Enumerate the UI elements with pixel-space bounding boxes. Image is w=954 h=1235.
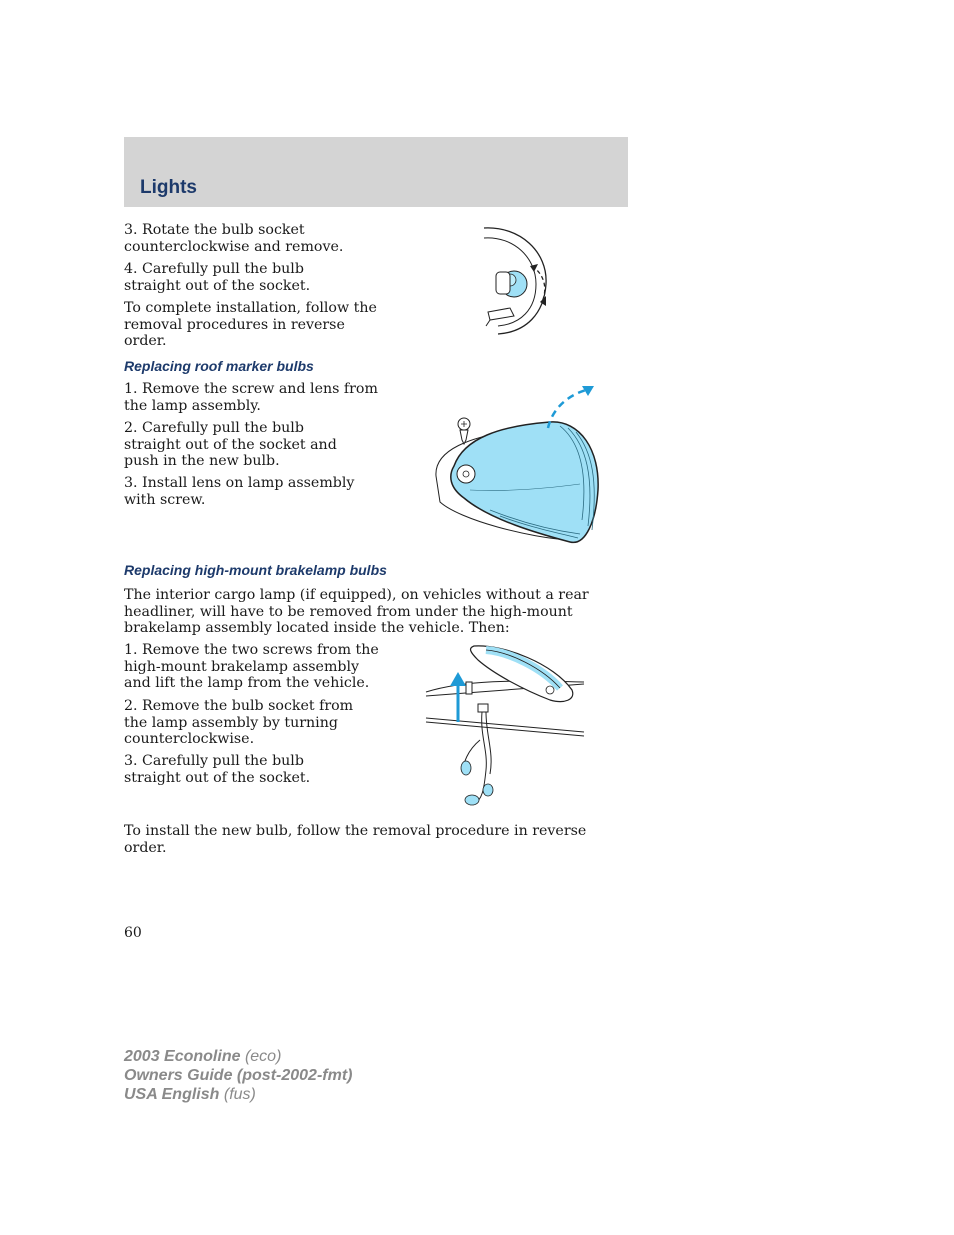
step-text: 4. Carefully pull the bulb straight out of the socket.: [124, 261, 311, 294]
section-header-band: [124, 137, 628, 207]
step-text: To complete installation, follow the removal procedures in reverse order.: [124, 300, 377, 349]
roof-marker-lamp-illustration: [430, 380, 610, 550]
subheading-high-mount: Replacing high-mount brakelamp bulbs: [124, 562, 387, 578]
step-text: 3. Carefully pull the bulb straight out of the socket.: [124, 753, 311, 786]
subheading-roof-marker: Replacing roof marker bulbs: [124, 358, 314, 374]
bulb-socket-illustration: [470, 222, 580, 342]
step-text: 1. Remove the two screws from the high-mount brakelamp assembly and lift the lamp from the vehicle.: [124, 642, 379, 691]
footer-line-guide: Owners Guide (post-2002-fmt): [124, 1067, 353, 1084]
closing-paragraph: To install the new bulb, follow the removal procedure in reverse order.: [124, 823, 587, 856]
footer-line-model: 2003 Econoline (eco): [124, 1048, 282, 1065]
document-footer: [124, 1047, 352, 1104]
step-text: 1. Remove the screw and lens from the lamp assembly.: [124, 381, 378, 414]
intro-paragraph: The interior cargo lamp (if equipped), on vehicles without a rear headliner, will have to be removed from under the high-mount brakelamp assembly located inside the vehicle. Then:: [124, 587, 589, 636]
step-text: 2. Carefully pull the bulb straight out of the socket and push in the new bulb.: [124, 420, 337, 469]
page-number: 60: [124, 925, 142, 941]
step-text: 3. Install lens on lamp assembly with screw.: [124, 475, 355, 508]
step-text: 3. Rotate the bulb socket counterclockwise and remove.: [124, 222, 344, 255]
step-text: 2. Remove the bulb socket from the lamp assembly by turning counterclockwise.: [124, 698, 354, 747]
section-title: Lights: [140, 177, 197, 198]
high-mount-brakelamp-illustration: [424, 640, 588, 812]
footer-line-language: USA English (fus): [124, 1086, 256, 1103]
